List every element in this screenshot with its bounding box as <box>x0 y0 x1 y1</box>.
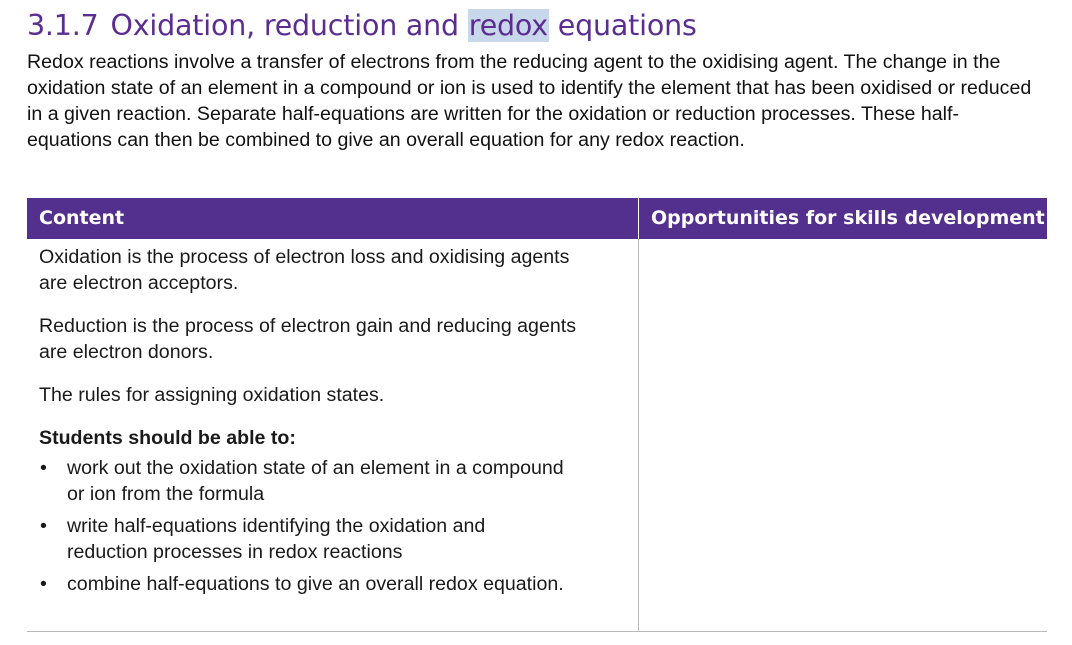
section-heading <box>27 8 697 44</box>
content-cell <box>27 239 639 631</box>
table-row <box>27 239 1047 632</box>
learning-outcomes-list <box>39 455 638 597</box>
list-item <box>39 571 567 597</box>
list-item-text: combine half-equations to give an overall redox equation. <box>67 573 564 595</box>
content-paragraph-reduction: Reduction is the process of electron gain and reducing agents are electron donors. <box>39 315 576 363</box>
list-item-text: work out the oxidation state of an element in a compound or ion from the formula <box>67 457 564 505</box>
list-item <box>39 455 567 507</box>
section-title-end: equations <box>548 9 697 42</box>
intro-paragraph: Redox reactions involve a transfer of electrons from the reducing agent to the oxidising agent. The change in the oxidation state of an element in a compound or ion is used to identify the element that has been oxidised or reduced in a given reaction. Separate half-equations are written for the oxidation or reduction processes. These half-equations can then be combined to give an overall equation for any redox reaction. <box>27 51 1032 151</box>
highlighted-search-term: redox <box>468 9 548 42</box>
list-item-text: write half-equations identifying the oxidation and reduction processes in redox reactions <box>67 515 486 563</box>
skills-cell <box>639 239 1047 631</box>
content-paragraph-oxidation: Oxidation is the process of electron loss and oxidising agents are electron acceptors. <box>39 246 570 294</box>
header-content: Content <box>27 198 639 239</box>
content-paragraph-rules: The rules for assigning oxidation states. <box>39 384 385 406</box>
section-number: 3.1.7 <box>27 9 99 42</box>
content-table <box>27 198 1047 632</box>
header-skills: Opportunities for skills development <box>651 207 1045 229</box>
bullet-icon: • <box>40 457 47 479</box>
bullet-icon: • <box>40 573 47 595</box>
list-item <box>39 513 567 565</box>
bullet-icon: • <box>40 515 47 537</box>
section-title-start: Oxidation, reduction and <box>110 9 468 42</box>
students-heading: Students should be able to: <box>39 427 296 449</box>
table-header-row <box>27 198 1047 239</box>
